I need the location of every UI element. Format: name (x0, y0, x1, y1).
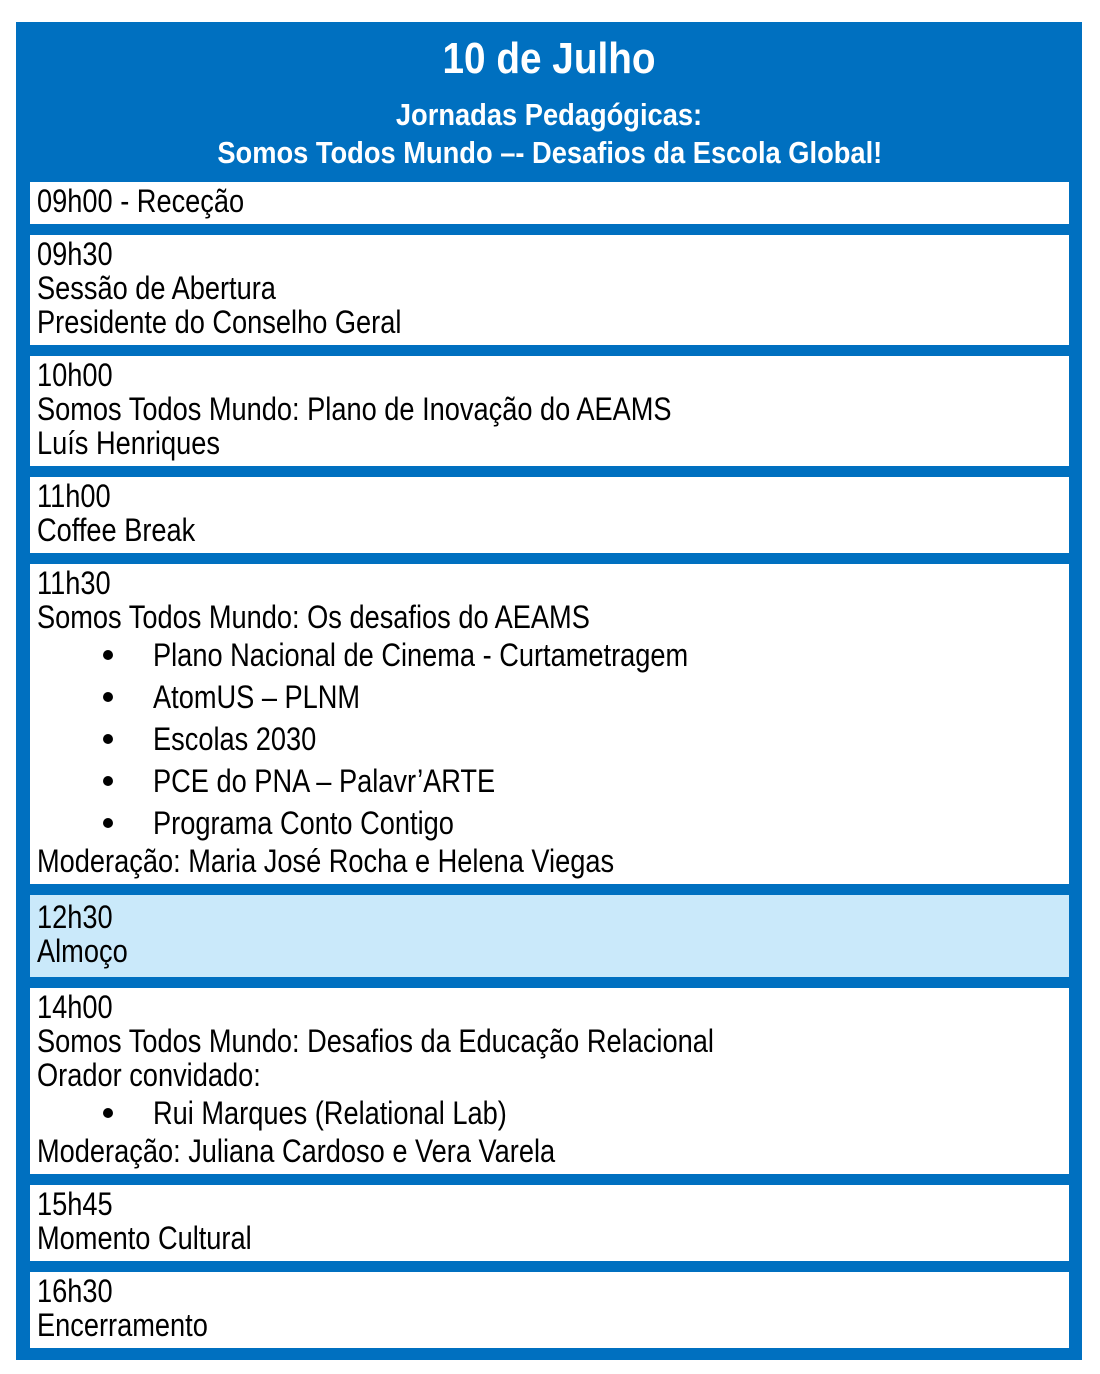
bullet-icon (103, 1108, 113, 1118)
bullet-text: Escolas 2030 (153, 721, 317, 757)
bullet-item (37, 676, 1061, 718)
row-time (37, 237, 1061, 271)
bullet-item (37, 1092, 1061, 1134)
row-line (37, 184, 1061, 218)
bullet-item (37, 718, 1061, 760)
bullet-text: Rui Marques (Relational Lab) (153, 1095, 507, 1131)
schedule-row-10h00 (30, 356, 1069, 466)
bullet-item (37, 634, 1061, 676)
row-line (37, 1058, 1061, 1092)
row-line (37, 426, 1061, 460)
bullet-icon (103, 650, 113, 660)
event-text: 09h00 - Receção (37, 183, 245, 219)
schedule-header (30, 22, 1069, 182)
schedule-row-14h00 (30, 988, 1069, 1174)
bullet-icon (103, 818, 113, 828)
row-time (37, 479, 1061, 513)
row-line (37, 934, 1061, 968)
event-text: Almoço (37, 933, 128, 969)
row-line (37, 1221, 1061, 1255)
bullet-item (37, 802, 1061, 844)
row-time (37, 566, 1061, 600)
schedule-row-15h45 (30, 1185, 1069, 1261)
event-text: Somos Todos Mundo: Os desafios do AEAMS (37, 599, 590, 635)
event-text: Momento Cultural (37, 1220, 252, 1256)
time-text: 12h30 (37, 899, 113, 935)
moderation-text: Moderação: Juliana Cardoso e Vera Varela (37, 1133, 556, 1169)
time-text: 11h30 (37, 565, 111, 601)
time-text: 14h00 (37, 989, 113, 1025)
row-line (37, 513, 1061, 547)
subtitle-line-1 (30, 96, 1069, 134)
time-text: 11h00 (37, 478, 111, 514)
row-time (37, 358, 1061, 392)
schedule-row-12h30-lunch (30, 895, 1069, 977)
subtitle-line-2-text: Somos Todos Mundo –- Desafios da Escola Global! (217, 135, 882, 170)
schedule-row-09h30 (30, 235, 1069, 345)
schedule-row-16h30 (30, 1272, 1069, 1348)
date-title-text: 10 de Julho (442, 34, 657, 83)
row-time (37, 990, 1061, 1024)
speaker-intro-text: Orador convidado: (37, 1057, 261, 1093)
speaker-text: Presidente do Conselho Geral (37, 304, 402, 340)
event-text: Sessão de Abertura (37, 270, 276, 306)
row-line (37, 600, 1061, 634)
event-text: Encerramento (37, 1307, 208, 1343)
row-moderation (37, 1134, 1061, 1168)
row-line (37, 1024, 1061, 1058)
bullet-icon (103, 692, 113, 702)
subtitle-line-2 (30, 134, 1069, 172)
subtitle-line-1-text: Jornadas Pedagógicas: (396, 97, 703, 132)
schedule-row-09h00 (30, 182, 1069, 224)
row-line (37, 271, 1061, 305)
time-text: 16h30 (37, 1273, 113, 1309)
row-time (37, 900, 1061, 934)
moderation-text: Moderação: Maria José Rocha e Helena Viegas (37, 843, 615, 879)
bullet-icon (103, 734, 113, 744)
row-moderation (37, 844, 1061, 878)
row-line (37, 1308, 1061, 1342)
schedule-row-11h30 (30, 564, 1069, 884)
row-time (37, 1274, 1061, 1308)
time-text: 09h30 (37, 236, 113, 272)
bullet-item (37, 760, 1061, 802)
bullet-text: PCE do PNA – Palavr’ARTE (153, 763, 496, 799)
schedule-panel (16, 22, 1082, 1360)
time-text: 15h45 (37, 1186, 113, 1222)
schedule-row-11h00 (30, 477, 1069, 553)
event-text: Coffee Break (37, 512, 196, 548)
event-text: Somos Todos Mundo: Desafios da Educação Relacional (37, 1023, 714, 1059)
time-text: 10h00 (37, 357, 113, 393)
date-title (30, 22, 1069, 84)
bullet-text: Programa Conto Contigo (153, 805, 454, 841)
bullet-icon (103, 776, 113, 786)
row-line (37, 392, 1061, 426)
row-line (37, 305, 1061, 339)
bullet-text: Plano Nacional de Cinema - Curtametragem (153, 637, 689, 673)
row-time (37, 1187, 1061, 1221)
bullet-text: AtomUS – PLNM (153, 679, 361, 715)
speaker-text: Luís Henriques (37, 425, 220, 461)
event-text: Somos Todos Mundo: Plano de Inovação do AEAMS (37, 391, 672, 427)
